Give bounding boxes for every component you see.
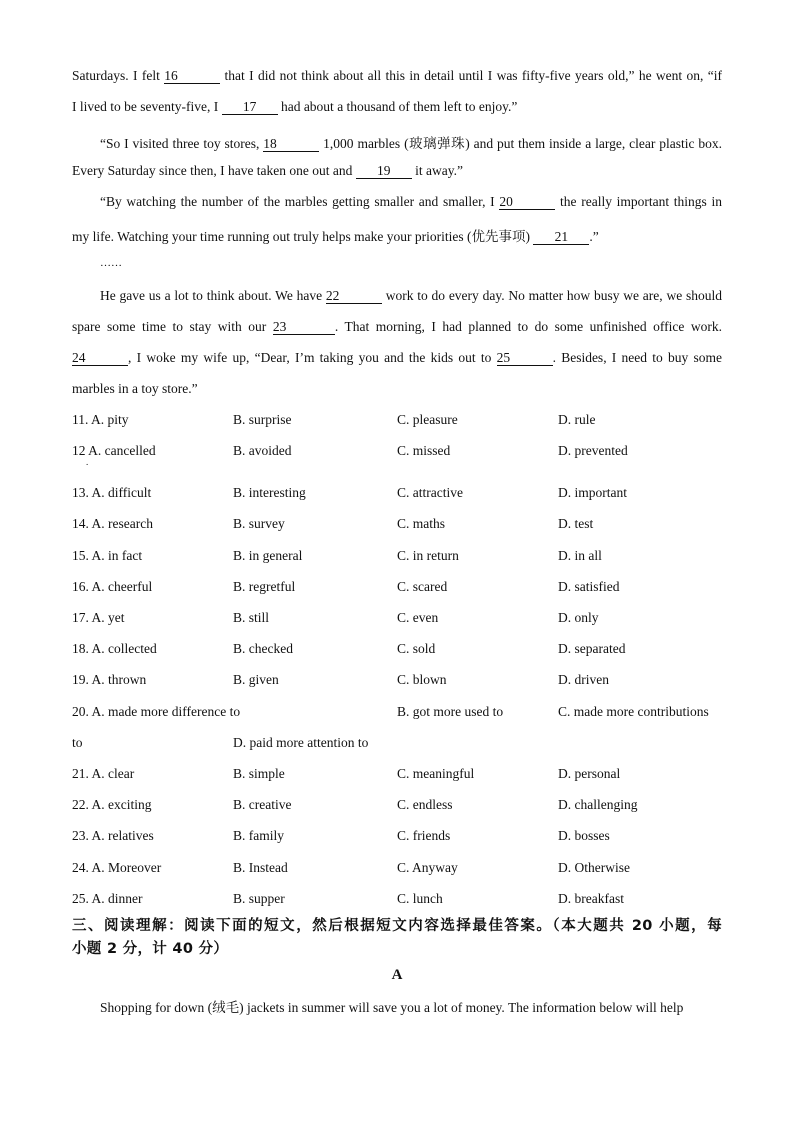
passage-line: “So I visited three toy stores, 18 1,000 marbles (玻璃弹珠) and put them inside a large, clear plastic box. <box>100 136 722 151</box>
option-19-c: C. blown <box>397 672 447 687</box>
option-14-c: C. maths <box>397 516 446 531</box>
option-23-d: D. bosses <box>558 828 610 843</box>
option-15-d: D. in all <box>558 548 602 563</box>
passage-line: Saturdays. I felt 16 that I did not think about all this in detail until I was fifty-five years old,” he went on, “if <box>72 68 722 83</box>
passage-line: I lived to be seventy-five, I 17 had about a thousand of them left to enjoy.” <box>72 99 518 114</box>
option-18-b: B. checked <box>233 641 293 656</box>
option-19-d: D. driven <box>558 672 609 687</box>
blank-18: 18 <box>263 137 319 152</box>
option-12-b: B. avoided <box>233 443 292 458</box>
option-12-d: D. prevented <box>558 443 628 458</box>
option-21-b: B. simple <box>233 766 285 781</box>
passage-line: He gave us a lot to think about. We have 22 work to do every day. No matter how busy we are, we should <box>100 288 722 303</box>
q12-dot: . <box>86 457 89 467</box>
section-heading-line: 小题 2 分，计 40 分） <box>72 941 229 957</box>
option-17-b: B. still <box>233 610 270 625</box>
option-16-c: C. scared <box>397 579 448 594</box>
option-23-c: C. friends <box>397 828 451 843</box>
blank-20: 20 <box>499 195 555 210</box>
option-16-b: B. regretful <box>233 579 296 594</box>
option-15-a: 15. A. in fact <box>72 548 143 563</box>
option-24-b: B. Instead <box>233 860 288 875</box>
blank-25: 25 <box>497 351 553 366</box>
option-11-d: D. rule <box>558 412 596 427</box>
option-25-c: C. lunch <box>397 891 443 906</box>
option-15-b: B. in general <box>233 548 303 563</box>
option-11-a: 11. A. pity <box>72 412 129 427</box>
option-25-b: B. supper <box>233 891 285 906</box>
option-20-d: D. paid more attention to <box>233 735 369 750</box>
option-19-b: B. given <box>233 672 279 687</box>
passage-line: marbles in a toy store.” <box>72 381 198 396</box>
option-25-a: 25. A. dinner <box>72 891 143 906</box>
option-13-b: B. interesting <box>233 485 306 500</box>
option-12-c: C. missed <box>397 443 451 458</box>
passage-intro: Shopping for down (绒毛) jackets in summer will save you a lot of money. The information below will help <box>100 1000 684 1015</box>
option-13-d: D. important <box>558 485 627 500</box>
option-24-d: D. Otherwise <box>558 860 630 875</box>
blank-22: 22 <box>326 289 382 304</box>
option-16-d: D. satisfied <box>558 579 620 594</box>
option-24-c: C. Anyway <box>397 860 458 875</box>
option-22-b: B. creative <box>233 797 292 812</box>
section-heading-line: 三、阅读理解：阅读下面的短文，然后根据短文内容选择最佳答案。（本大题共 20 小题，每 <box>72 918 722 934</box>
passage-title: A <box>391 967 403 983</box>
option-11-c: C. pleasure <box>397 412 458 427</box>
option-22-a: 22. A. exciting <box>72 797 152 812</box>
option-21-a: 21. A. clear <box>72 766 135 781</box>
option-17-c: C. even <box>397 610 439 625</box>
option-25-d: D. breakfast <box>558 891 624 906</box>
option-12-a: 12 A. cancelled <box>72 443 156 458</box>
option-14-a: 14. A. research <box>72 516 153 531</box>
passage-line: my life. Watching your time running out truly helps make your priorities (优先事项) 21 .” <box>72 229 599 244</box>
option-14-b: B. survey <box>233 516 285 531</box>
option-20-c: C. made more contributions <box>558 704 709 719</box>
blank-19: 19 <box>356 164 412 179</box>
passage-line: spare some time to stay with our 23 . That morning, I had planned to do some unfinished office work. <box>72 319 723 334</box>
option-20-a: 20. A. made more difference to <box>72 704 241 719</box>
option-19-a: 19. A. thrown <box>72 672 147 687</box>
option-18-a: 18. A. collected <box>72 641 157 656</box>
section-heading <box>72 915 722 961</box>
passage-line: Every Saturday since then, I have taken one out and 19 it away.” <box>72 163 464 178</box>
blank-23: 23 <box>273 320 335 335</box>
option-24-a: 24. A. Moreover <box>72 860 162 875</box>
blank-16: 16 <box>164 69 220 84</box>
option-17-a: 17. A. yet <box>72 610 125 625</box>
option-21-c: C. meaningful <box>397 766 475 781</box>
option-18-c: C. sold <box>397 641 436 656</box>
option-13-a: 13. A. difficult <box>72 485 152 500</box>
blank-24: 24 <box>72 351 128 366</box>
option-22-c: C. endless <box>397 797 453 812</box>
option-20-c-continued: to <box>72 735 83 750</box>
option-23-b: B. family <box>233 828 284 843</box>
option-23-a: 23. A. relatives <box>72 828 154 843</box>
passage-line: “By watching the number of the marbles getting smaller and smaller, I 20 the really important things in <box>100 194 722 209</box>
blank-21: 21 <box>533 230 589 245</box>
option-21-d: D. personal <box>558 766 621 781</box>
option-18-d: D. separated <box>558 641 626 656</box>
option-13-c: C. attractive <box>397 485 463 500</box>
option-16-a: 16. A. cheerful <box>72 579 153 594</box>
passage-line: 24 , I woke my wife up, “Dear, I’m taking you and the kids out to 25 . Besides, I need to buy some <box>72 350 722 365</box>
option-15-c: C. in return <box>397 548 459 563</box>
option-17-d: D. only <box>558 610 599 625</box>
option-22-d: D. challenging <box>558 797 638 812</box>
ellipsis: …… <box>100 257 122 269</box>
option-11-b: B. surprise <box>233 412 292 427</box>
option-14-d: D. test <box>558 516 594 531</box>
option-20-b: B. got more used to <box>397 704 504 719</box>
blank-17: 17 <box>222 100 278 115</box>
